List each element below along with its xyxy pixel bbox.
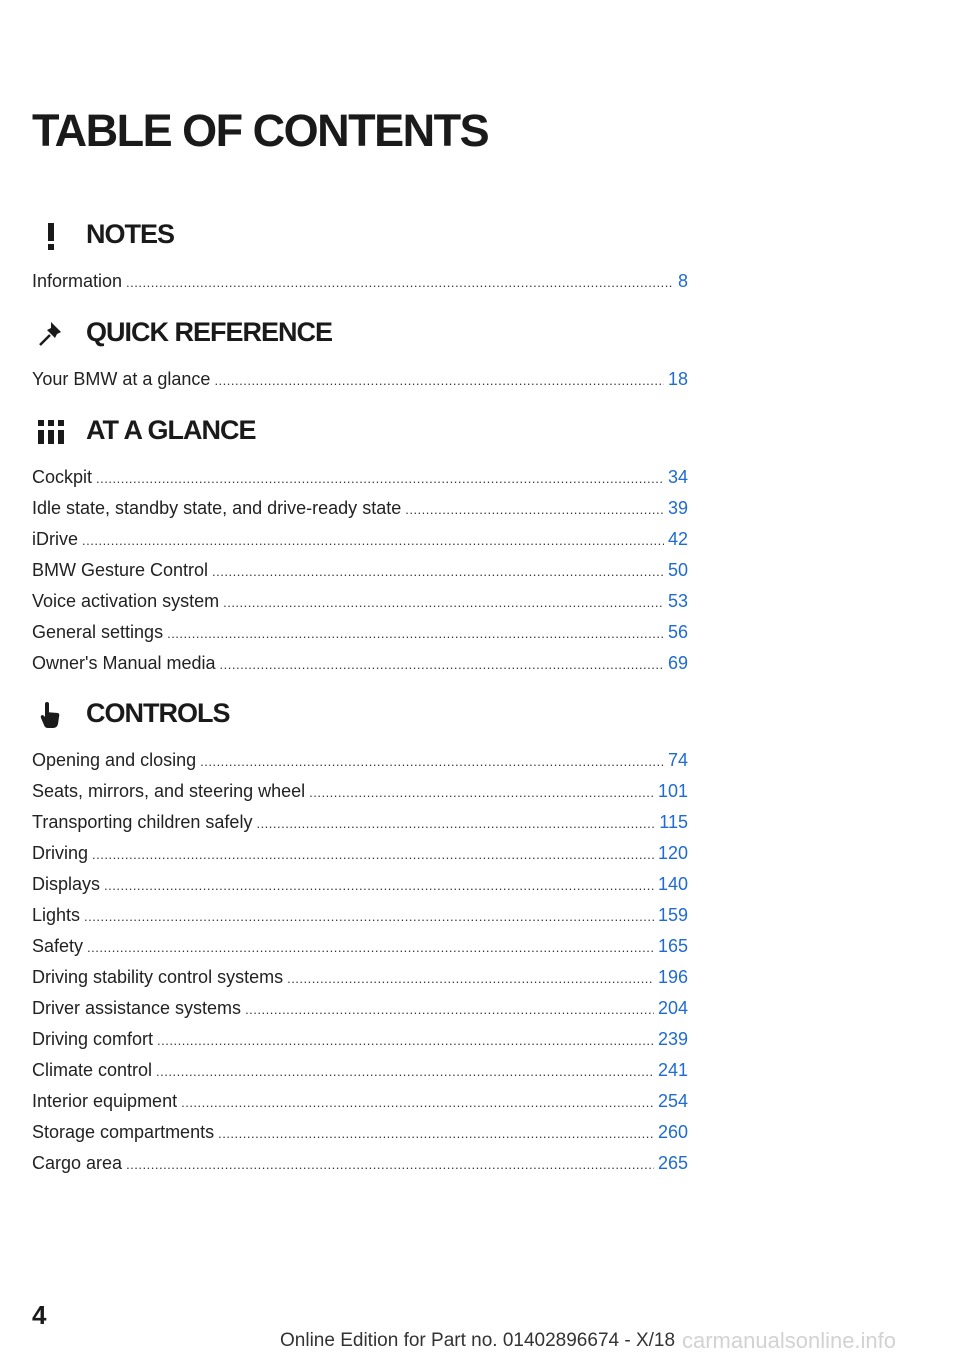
page-number: 4	[32, 1300, 47, 1330]
toc-entry-label: Information	[32, 271, 123, 291]
toc-entry-driver-assistance[interactable]	[32, 989, 688, 1020]
toc-page-link[interactable]: 18	[667, 369, 688, 389]
toc-entry-your-bmw-at-a-glance[interactable]	[32, 360, 688, 391]
toc-entry-stability-control[interactable]	[32, 958, 688, 989]
dot-leader	[181, 1093, 654, 1113]
toc-entry-opening-closing[interactable]	[32, 741, 688, 772]
toc-entry-label: Transporting children safely	[32, 812, 253, 832]
toc-entry-cockpit[interactable]	[32, 458, 688, 489]
toc-page-link[interactable]: 265	[657, 1153, 688, 1173]
toc-page-link[interactable]: 39	[667, 498, 688, 518]
toc-page-link[interactable]: 254	[657, 1091, 688, 1111]
section-header	[32, 215, 688, 255]
toc-page-link[interactable]: 69	[667, 653, 688, 673]
toc-entry-gesture-control[interactable]	[32, 551, 688, 582]
toc-page-link[interactable]: 50	[667, 560, 688, 580]
dot-leader	[96, 469, 664, 489]
toc-entry-label: Interior equipment	[32, 1091, 178, 1111]
dot-leader	[245, 1000, 654, 1020]
toc-page-link[interactable]: 101	[657, 781, 688, 801]
page-title: TABLE OF CONTENTS	[32, 105, 489, 156]
toc-entry-label: Your BMW at a glance	[32, 369, 211, 389]
toc-page-link[interactable]: 204	[657, 998, 688, 1018]
toc-entry-label: iDrive	[32, 529, 79, 549]
dot-leader	[157, 1031, 654, 1051]
toc-entry-safety[interactable]	[32, 927, 688, 958]
dot-leader	[287, 969, 654, 989]
dot-leader	[92, 845, 654, 865]
toc-list	[32, 262, 688, 293]
footer-watermark: carmanualsonline.info	[682, 1328, 897, 1353]
toc-entry-label: Cargo area	[32, 1153, 123, 1173]
toc-page-link[interactable]: 159	[657, 905, 688, 925]
section-quick-reference	[32, 313, 688, 391]
footer-edition: Online Edition for Part no. 01402896674 - X/18	[280, 1330, 676, 1351]
toc-list	[32, 741, 688, 1175]
section-notes	[32, 215, 688, 293]
dot-leader	[214, 371, 664, 391]
toc-entry-label: Voice activation system	[32, 591, 220, 611]
toc-entry-lights[interactable]	[32, 896, 688, 927]
dot-leader	[212, 562, 664, 582]
section-at-a-glance	[32, 411, 688, 675]
toc-entry-label: General settings	[32, 622, 164, 642]
pushpin-icon	[36, 319, 66, 349]
toc-page-link[interactable]: 239	[657, 1029, 688, 1049]
dot-leader	[309, 783, 654, 803]
toc-entry-seats-mirrors[interactable]	[32, 772, 688, 803]
toc-page-link[interactable]: 8	[677, 271, 688, 291]
toc-page-link[interactable]: 165	[657, 936, 688, 956]
toc-entry-label: Lights	[32, 905, 81, 925]
dot-leader	[200, 752, 664, 772]
dot-leader	[104, 876, 654, 896]
hand-pointer-icon	[36, 700, 66, 730]
toc-entry-label: Driving	[32, 843, 89, 863]
toc-entry-idrive[interactable]	[32, 520, 688, 551]
toc-entry-label: Cockpit	[32, 467, 93, 487]
toc-list	[32, 360, 688, 391]
dot-leader	[167, 624, 664, 644]
toc-entry-label: Driving comfort	[32, 1029, 154, 1049]
dot-leader	[82, 531, 664, 551]
toc-entry-label: Driving stability control systems	[32, 967, 284, 987]
toc-page-link[interactable]: 241	[657, 1060, 688, 1080]
dot-leader	[87, 938, 654, 958]
dot-leader	[256, 814, 655, 834]
toc-page-link[interactable]: 260	[657, 1122, 688, 1142]
toc-entry-displays[interactable]	[32, 865, 688, 896]
toc-entry-label: BMW Gesture Control	[32, 560, 209, 580]
toc-page-link[interactable]: 120	[657, 843, 688, 863]
toc-entry-driving[interactable]	[32, 834, 688, 865]
toc-entry-label: Storage compartments	[32, 1122, 215, 1142]
section-controls	[32, 694, 688, 1175]
section-title: NOTES	[86, 219, 175, 249]
toc-page-link[interactable]: 34	[667, 467, 688, 487]
dot-leader	[223, 593, 664, 613]
toc-entry-storage-compartments[interactable]	[32, 1113, 688, 1144]
dot-leader	[84, 907, 654, 927]
toc-entry-label: Climate control	[32, 1060, 153, 1080]
toc-entry-owners-manual-media[interactable]	[32, 644, 688, 675]
toc-entry-label: Driver assistance systems	[32, 998, 242, 1018]
toc-entry-information[interactable]	[32, 262, 688, 293]
section-title: QUICK REFERENCE	[86, 317, 333, 347]
toc-entry-idle-state[interactable]	[32, 489, 688, 520]
dot-leader	[220, 655, 664, 675]
dot-leader	[126, 1155, 654, 1175]
toc-entry-label: Seats, mirrors, and steering wheel	[32, 781, 306, 801]
section-header	[32, 313, 688, 353]
toc-list	[32, 458, 688, 675]
toc-entry-label: Displays	[32, 874, 101, 894]
toc-entry-children-safely[interactable]	[32, 803, 688, 834]
toc-entry-label: Owner's Manual media	[32, 653, 216, 673]
section-header	[32, 411, 688, 451]
toc-entry-label: Idle state, standby state, and drive-ready state	[32, 498, 402, 518]
toc-page-link[interactable]: 56	[667, 622, 688, 642]
toc-page-link[interactable]: 53	[667, 591, 688, 611]
dot-leader	[218, 1124, 654, 1144]
dot-leader	[405, 500, 664, 520]
toc-entry-label: Opening and closing	[32, 750, 197, 770]
toc-entry-label: Safety	[32, 936, 84, 956]
dot-leader	[126, 273, 674, 293]
toc-page-link[interactable]: 196	[657, 967, 688, 987]
toc-entry-driving-comfort[interactable]	[32, 1020, 688, 1051]
toc-entry-voice-activation[interactable]	[32, 582, 688, 613]
toc-page-link[interactable]: 115	[659, 812, 688, 832]
toc-entry-cargo-area[interactable]	[32, 1144, 688, 1175]
section-title: CONTROLS	[86, 698, 230, 728]
toc-entry-general-settings[interactable]	[32, 613, 688, 644]
toc-page-link[interactable]: 140	[657, 874, 688, 894]
section-title: AT A GLANCE	[86, 415, 256, 445]
toc-entry-climate-control[interactable]	[32, 1051, 688, 1082]
exclamation-icon	[36, 221, 66, 251]
toc-page-link[interactable]: 42	[667, 529, 688, 549]
dot-leader	[156, 1062, 654, 1082]
toc-entry-interior-equipment[interactable]	[32, 1082, 688, 1113]
toc-page-link[interactable]: 74	[667, 750, 688, 770]
section-header	[32, 694, 688, 734]
grid-icon	[36, 417, 66, 447]
